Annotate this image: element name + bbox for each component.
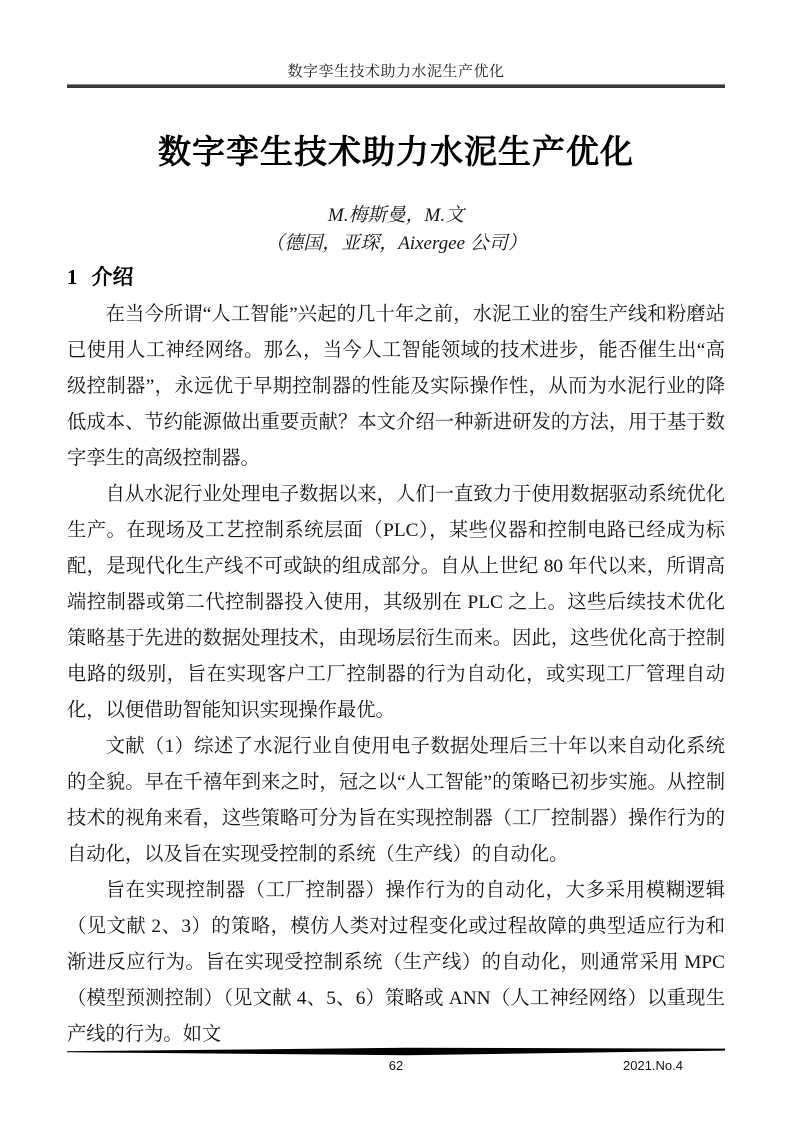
paragraph: 旨在实现控制器（工厂控制器）操作行为的自动化，大多采用模糊逻辑（见文献 2、3）的策略，模仿人类对过程变化或过程故障的典型适应行为和渐进反应行为。旨在实现受控制系统（生产线）的自动化，则通常采用 MPC（模型预测控制）（见文献 4、5、6）策略或 ANN（人工神经网络）以重现生产线的行为。如文 bbox=[67, 880, 725, 1045]
footer bbox=[67, 1058, 725, 1078]
section-title: 介绍 bbox=[91, 266, 134, 289]
section-number: 1 bbox=[67, 265, 78, 289]
paragraph: 文献（1）综述了水泥行业自使用电子数据处理后三十年以来自动化系统的全貌。早在千禧年到来之时，冠之以“人工智能”的策略已初步实施。从控制技术的视角来看，这些策略可分为旨在实现控制器（工厂控制器）操作行为的自动化，以及旨在实现受控制的系统（生产线）的自动化。 bbox=[67, 736, 725, 865]
affiliation-line: （德国，亚琛，Aixergee 公司） bbox=[265, 233, 527, 254]
paragraph: 在当今所谓“人工智能”兴起的几十年之前，水泥工业的窑生产线和粉磨站已使用人工神经网络。那么，当今人工智能领域的技术进步，能否催生出“高级控制器”，永远优于早期控制器的性能及实际操作性，从而为水泥行业的降低成本、节约能源做出重要贡献？本文介绍一种新进研发的方法，用于基于数字孪生的高级控制器。 bbox=[67, 304, 725, 469]
authors-line: M.梅斯曼，M.文 bbox=[327, 205, 465, 226]
footer-page-number: 62 bbox=[388, 1058, 404, 1073]
tapered-rule-shape bbox=[67, 1047, 725, 1056]
footer-issue-label: 2021.No.4 bbox=[623, 1058, 683, 1073]
running-header-title: 数字孪生技术助力水泥生产优化 bbox=[287, 64, 505, 80]
paragraph: 自从水泥行业处理电子数据以来，人们一直致力于使用数据驱动系统优化生产。在现场及工艺控制系统层面（PLC），某些仪器和控制电路已经成为标配，是现代化生产线不可或缺的组成部分。自从上世纪 80 年代以来，所谓高端控制器或第二代控制器投入使用，其级别在 PLC 之上。这些后续技术优化策略基于先进的数据处理技术，由现场层衍生而来。因此，这些优化高于控制电路的级别，旨在实现客户工厂控制器的行为自动化，或实现工厂管理自动化，以便借助智能知识实现操作最优。 bbox=[67, 484, 725, 721]
article-body bbox=[67, 297, 725, 1053]
footer-tapered-divider bbox=[67, 1047, 725, 1056]
section-heading bbox=[67, 261, 725, 291]
page-title: 数字孪生技术助力水泥生产优化 bbox=[158, 133, 634, 170]
header-rule-divider bbox=[67, 84, 725, 88]
